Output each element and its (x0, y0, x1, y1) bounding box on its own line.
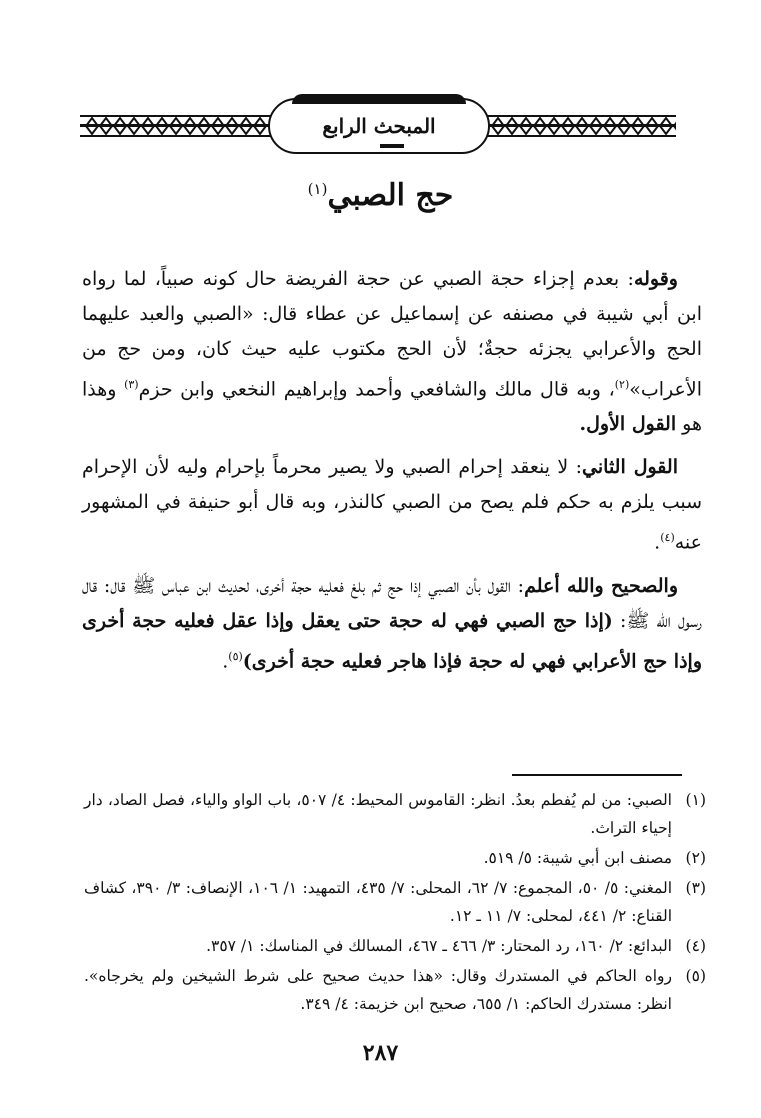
paragraph-3 (82, 569, 702, 679)
footnote-number: (٤) (685, 937, 706, 955)
paragraph-lead: القول الثاني (582, 456, 678, 479)
footnote-ref: (٥) (228, 649, 243, 663)
footnote (84, 962, 706, 1018)
footnote-ref: (٢) (614, 378, 630, 391)
footnote (84, 844, 706, 872)
section-cartouche (268, 98, 490, 154)
footnote-text: البدائع: ٢/ ١٦٠، رد المحتار: ٣/ ٤٦٦ ـ ٤٦٧، المسالك في المناسك: ١/ ٣٥٧. (206, 937, 672, 955)
paragraph-text: وهذا هو (82, 378, 702, 436)
body-text (82, 262, 702, 687)
footnote-ref: (١) (307, 180, 328, 198)
paragraph-1 (82, 262, 702, 442)
chapter-title (0, 178, 761, 213)
section-label: المبحث الرابع (322, 114, 436, 138)
footnote-number: (٥) (685, 967, 706, 985)
footnote-divider (512, 774, 682, 776)
footnote-text: الصبي: من لم يُفطم بعدُ. انظر: القاموس المحيط: ٤/ ٥٠٧، باب الواو والياء، فصل الصاد، دار إحياء التراث. (84, 791, 672, 837)
footnotes (84, 786, 706, 1020)
paragraph-bold: القول الأول. (579, 413, 677, 436)
footnote (84, 786, 706, 842)
footnote-text: مصنف ابن أبي شيبة: ٥/ ٥١٩. (483, 849, 672, 867)
footnote-text: رواه الحاكم في المستدرك وقال: «هذا حديث صحيح على شرط الشيخين ولم يخرجاه». انظر: مستدرك الحاكم: ١/ ٦٥٥، صحيح ابن خزيمة: ٤/ ٣٤٩. (84, 967, 672, 1013)
paragraph-text: : القول بأن الصبي إذا حج ثم بلغ فعليه حجة أخرى، لحديث ابن عباس ﷺ قال: قال رسول الله ﷺ: (82, 574, 702, 632)
paragraph-text: : لا ينعقد إحرام الصبي ولا يصير محرماً بإحرام وليه لأن الإحرام سبب يلزم به حكم فلم يصح من الصبي كالنذر، وبه قال أبو حنيفة في المشهور عنه (82, 456, 702, 554)
paragraph-lead: وقوله (633, 268, 678, 290)
paragraph-text: . (654, 531, 661, 554)
paragraph-text: : بعدم إجزاء حجة الصبي عن حجة الفريضة حال كونه صبياً، لما رواه ابن أبي شيبة في مصنفه عن إسماعيل عن عطاء قال: «الصبي والعبد عليهما الحج والأعرابي يجزئه حجةٌ؛ لأن الحج مكتوب عليه حيث كان، ومن حج من الأعراب» (82, 268, 702, 401)
footnote-text: المغني: ٥/ ٥٠، المجموع: ٧/ ٦٢، المحلى: ٧/ ٤٣٥، التمهيد: ١/ ١٠٦، الإنصاف: ٣/ ٣٩٠، كشاف القناع: ٢/ ٤٤١، لمحلى: ٧/ ١١ ـ ١٢. (84, 879, 673, 925)
hadith-text: (إذا حج الصبي فهي له حجة حتى يعقل وإذا عقل فعليه حجة أخرى وإذا حج الأعرابي فهي له حجة فإذا هاجر فعليه حجة أخرى) (82, 609, 702, 672)
paragraph-lead: والصحيح والله أعلم (524, 574, 678, 597)
footnote (84, 932, 706, 960)
page-number: ٢٨٧ (362, 1040, 399, 1066)
paragraph-text: . (222, 649, 229, 672)
chapter-title-text: حج الصبي (327, 178, 454, 213)
paragraph-text: ، وبه قال مالك والشافعي وأحمد وإبراهيم النخعي وابن حزم (138, 378, 615, 401)
paragraph-2 (82, 450, 702, 560)
footnote-number: (١) (685, 791, 706, 809)
footnote-number: (٣) (685, 879, 706, 897)
footnote-ref: (٤) (660, 531, 675, 545)
footnote (84, 874, 706, 930)
footnote-ref: (٣) (124, 378, 139, 391)
footnote-number: (٢) (685, 849, 706, 867)
